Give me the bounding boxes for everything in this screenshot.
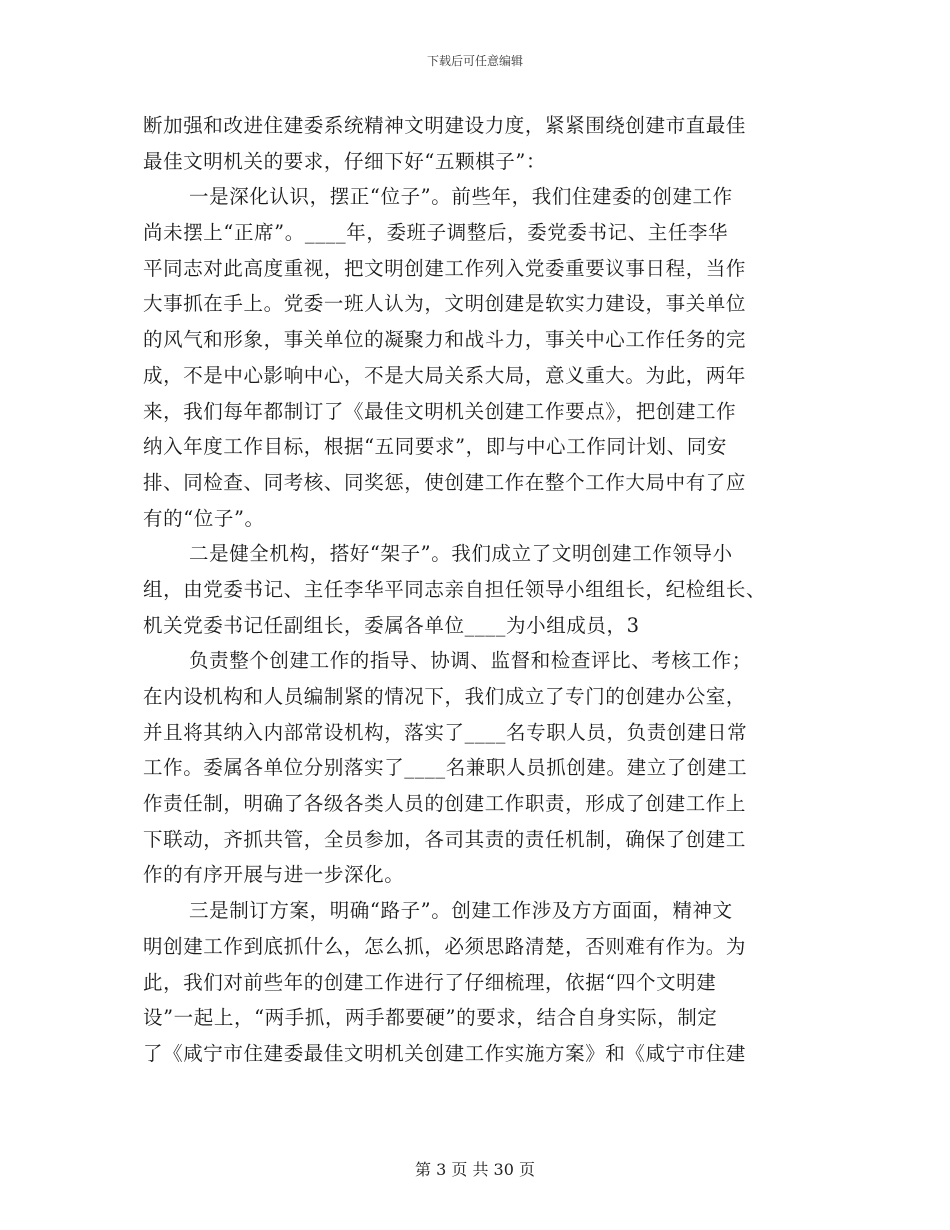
- text-line: 三是制订方案，明确“路子”。创建工作涉及方方面面，精神文: [189, 899, 733, 923]
- text-line: 下联动，齐抓共管，全员参加，各司其责的责任机制，确保了创建工: [143, 827, 747, 851]
- text-line: 平同志对此高度重视，把文明创建工作列入党委重要议事日程，当作: [143, 256, 747, 280]
- text-line: 在内设机构和人员编制紧的情况下，我们成立了专门的创建办公室，: [143, 685, 747, 708]
- text-line: 机关党委书记任副组长，委属各单位____为小组成员，3: [143, 613, 640, 637]
- text-line: 尚未摆上“正席”。____年，委班子调整后，委党委书记、主任李华: [143, 221, 729, 245]
- text-line: 断加强和改进住建委系统精神文明建设力度，紧紧围绕创建市直最佳: [143, 114, 747, 137]
- text-line: 二是健全机构，搭好“架子”。我们成立了文明创建工作领导小: [189, 542, 733, 566]
- text-line: 来，我们每年都制订了《最佳文明机关创建工作要点》，把创建工作: [143, 399, 737, 423]
- text-line: 作责任制，明确了各级各类人员的创建工作职责，形成了创建工作上: [143, 792, 747, 816]
- text-line: 组，由党委书记、主任李华平同志亲自担任领导小组组长，纪检组长、: [143, 577, 767, 601]
- page-footer: 第 3 页 共 30 页: [415, 1160, 535, 1179]
- text-line: 成，不是中心影响中心，不是大局关系大局，意义重大。为此，两年: [143, 363, 747, 387]
- text-line: 作的有序开展与进一步深化。: [143, 863, 405, 887]
- text-line: 设”一起上，“两手抓，两手都要硬”的要求，结合自身实际，制定: [143, 1006, 718, 1030]
- text-line: 此，我们对前些年的创建工作进行了仔细梳理，依据“四个文明建: [143, 970, 717, 994]
- text-line: 有的“位子”。: [143, 506, 265, 530]
- text-line: 排、同检查、同考核、同奖惩，使创建工作在整个工作大局中有了应: [143, 470, 747, 494]
- document-body: [143, 108, 803, 1072]
- text-line: 一是深化认识，摆正“位子”。前些年，我们住建委的创建工作: [189, 185, 733, 209]
- text-line: 最佳文明机关的要求，仔细下好“五颗棋子”：: [143, 149, 547, 173]
- text-line: 并且将其纳入内部常设机构，落实了____名专职人员，负责创建日常: [143, 720, 748, 744]
- page-header: 下载后可任意编辑: [426, 54, 523, 68]
- text-line: 明创建工作到底抓什么，怎么抓，必须思路清楚，否则难有作为。为: [143, 934, 747, 958]
- text-line: 工作。委属各单位分别落实了____名兼职人员抓创建。建立了创建工: [143, 756, 748, 780]
- text-line: 的风气和形象，事关单位的凝聚力和战斗力，事关中心工作任务的完: [143, 328, 747, 352]
- text-line: 大事抓在手上。党委一班人认为，文明创建是软实力建设，事关单位: [143, 292, 747, 316]
- text-line: 负责整个创建工作的指导、协调、监督和检查评比、考核工作；: [189, 649, 752, 673]
- text-line: 纳入年度工作目标，根据“五同要求”，即与中心工作同计划、同安: [143, 435, 727, 459]
- text-line: 了《咸宁市住建委最佳文明机关创建工作实施方案》和《咸宁市住建: [143, 1041, 747, 1065]
